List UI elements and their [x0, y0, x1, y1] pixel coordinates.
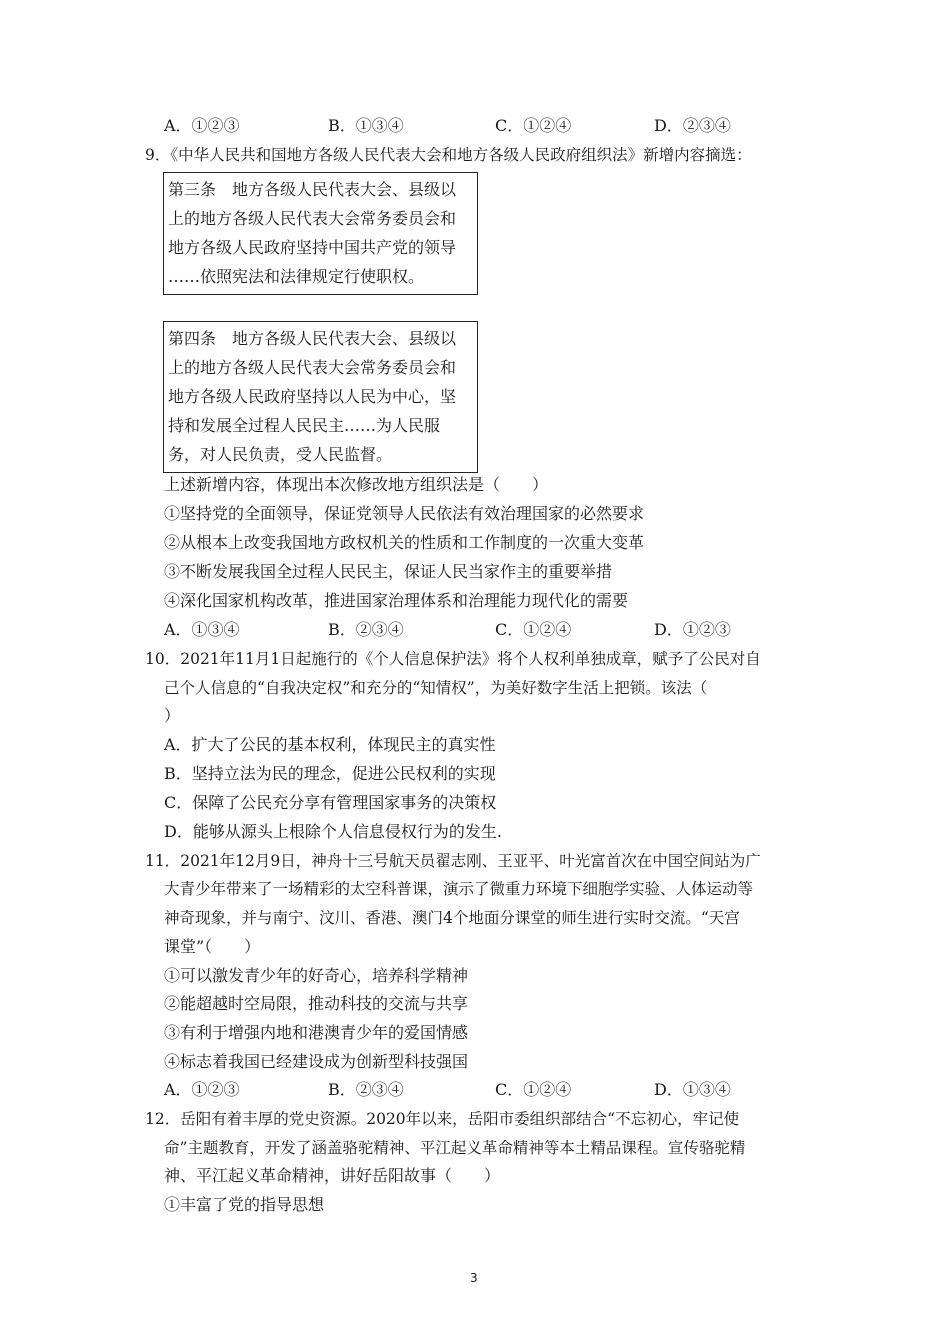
box1-line: ……依照宪法和法律规定行使职权。 [168, 267, 425, 286]
q11-option-c: C．①②④ [495, 1080, 572, 1099]
q9-item-3: ③不断发展我国全过程人民民主，保证人民当家作主的重要举措 [164, 562, 613, 581]
q11-item-3: ③有利于增强内地和港澳青少年的爱国情感 [164, 1023, 469, 1042]
q11-stem-line: 课堂”（ ） [164, 937, 261, 956]
box2-line: 持和发展全过程人民民主……为人民服 [168, 416, 441, 435]
q11-stem-line: 大青少年带来了一场精彩的太空科普课，演示了微重力环境下细胞学实验、人体运动等 [164, 880, 754, 898]
q9-excerpt-box-article4 [163, 321, 478, 473]
q9-option-b: B．②③④ [328, 620, 404, 639]
q9-item-4: ④深化国家机构改革，推进国家治理体系和治理能力现代化的需要 [164, 591, 629, 610]
q11-option-d: D．①③④ [654, 1080, 731, 1099]
q9-item-1: ①坚持党的全面领导，保证党领导人民依法有效治理国家的必然要求 [164, 504, 645, 523]
q9-item-2: ②从根本上改变我国地方政权机关的性质和工作制度的一次重大变革 [164, 533, 645, 552]
box1-line: 上的地方各级人民代表大会常务委员会和 [168, 209, 457, 228]
q10-stem-line: ） [164, 706, 181, 725]
box2-line: 地方各级人民政府坚持以人民为中心，坚 [168, 387, 457, 406]
q10-option-d: D．能够从源头上根除个人信息侵权行为的发生. [164, 822, 502, 841]
q11-option-b: B．②③④ [328, 1080, 404, 1099]
q8-option-b: B．①③④ [328, 116, 404, 135]
q9-stem: 9．《中华人民共和国地方各级人民代表大会和地方各级人民政府组织法》新增内容摘选： [145, 146, 752, 164]
q10-stem-line: 己个人信息的“自我决定权”和充分的“知情权”，为美好数字生活上把锁。该法（ [164, 679, 708, 697]
q10-option-c: C．保障了公民充分享有管理国家事务的决策权 [164, 793, 497, 812]
q11-item-4: ④标志着我国已经建设成为创新型科技强国 [164, 1052, 469, 1071]
q9-question: 上述新增内容，体现出本次修改地方组织法是（ ） [164, 475, 549, 494]
q12-stem-line: 命”主题教育，开发了涵盖骆驼精神、平江起义革命精神等本土精品课程。宣传骆驼精 [164, 1139, 746, 1157]
q9-excerpt-box-article3 [163, 172, 478, 295]
q8-option-c: C．①②④ [495, 116, 572, 135]
q11-item-1: ①可以激发青少年的好奇心，培养科学精神 [164, 966, 469, 985]
page-number: 3 [470, 1271, 478, 1285]
box1-line: 地方各级人民政府坚持中国共产党的领导 [168, 238, 457, 257]
q11-stem-line: 神奇现象，并与南宁、汶川、香港、澳门4个地面分课堂的师生进行实时交流。“天宫 [164, 909, 740, 927]
q12-stem-line: 12．岳阳有着丰厚的党史资源。2020年以来，岳阳市委组织部结合“不忘初心，牢记使 [145, 1110, 740, 1128]
q10-option-b: B．坚持立法为民的理念，促进公民权利的实现 [164, 764, 496, 783]
q12-item-1: ①丰富了党的指导思想 [164, 1195, 325, 1214]
box2-line: 上的地方各级人民代表大会常务委员会和 [168, 358, 457, 377]
q9-option-c: C．①②④ [495, 620, 572, 639]
box1-line: 第三条 地方各级人民代表大会、县级以 [168, 180, 457, 199]
q9-option-d: D．①②③ [654, 620, 731, 639]
q10-option-a: A．扩大了公民的基本权利，体现民主的真实性 [164, 735, 496, 754]
q8-option-d: D．②③④ [654, 116, 731, 135]
q9-option-a: A．①③④ [164, 620, 240, 639]
q11-stem-line: 11．2021年12月9日，神舟十三号航天员翟志刚、王亚平、叶光富首次在中国空间站为广 [145, 852, 761, 870]
q11-item-2: ②能超越时空局限，推动科技的交流与共享 [164, 994, 469, 1013]
q8-option-a: A．①②③ [164, 116, 240, 135]
q11-option-a: A．①②③ [164, 1080, 240, 1099]
q10-stem-line: 10．2021年11月1日起施行的《个人信息保护法》将个人权利单独成章，赋予了公民对自 [145, 650, 761, 668]
box2-line: 第四条 地方各级人民代表大会、县级以 [168, 329, 457, 348]
box2-line: 务，对人民负责，受人民监督。 [168, 445, 393, 464]
q12-stem-line: 神、平江起义革命精神，讲好岳阳故事（ ） [164, 1166, 501, 1185]
